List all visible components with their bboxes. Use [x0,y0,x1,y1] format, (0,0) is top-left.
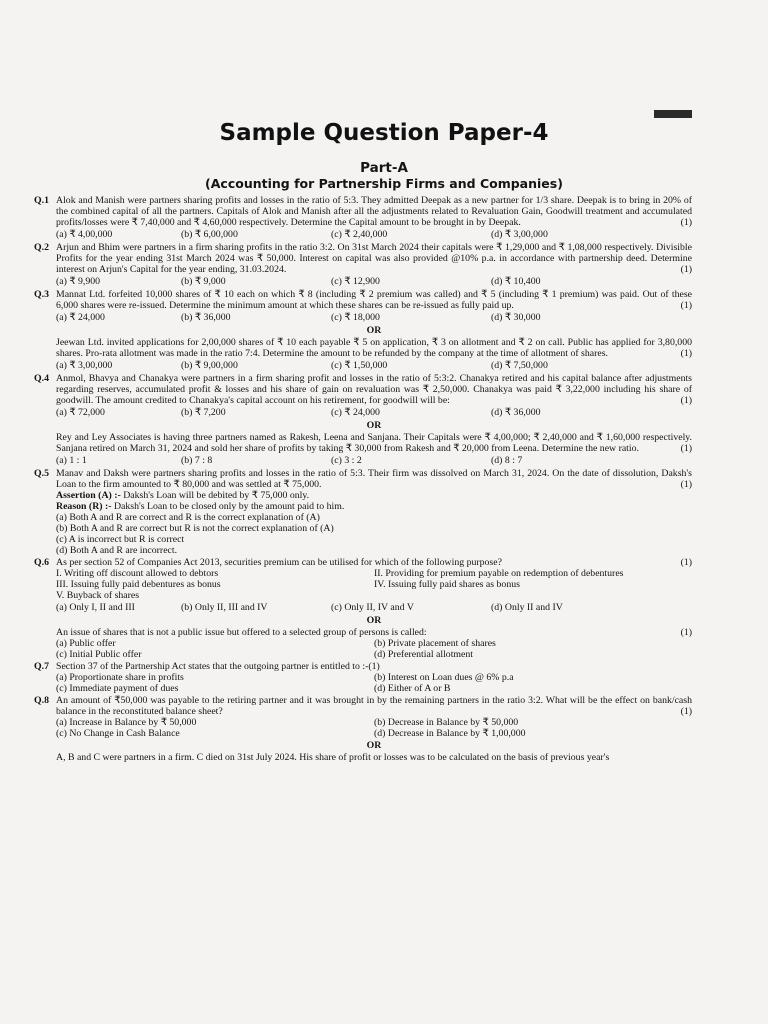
marks-label: (1) [680,264,692,275]
statement-ii: II. Providing for premium payable on redemption of debentures [374,568,624,579]
or-divider: OR [366,615,382,626]
marks-label: (1) [680,557,692,568]
question-8 [34,695,692,763]
option-d: (d) ₹ 10,400 [491,276,541,287]
statement-i: I. Writing off discount allowed to debtors [56,568,219,579]
question-text: As per section 52 of Companies Act 2013, securities premium can be utilised for which of the following purpose? [56,557,502,568]
options-row [56,312,692,323]
options-row [56,229,692,240]
option-c: (c) Only II, IV and V [331,602,414,613]
options-list [56,512,692,556]
assertion-line [56,490,692,501]
statement-iii: III. Issuing fully paid debentures as bonus [56,579,221,590]
option-c: (c) ₹ 12,900 [331,276,380,287]
option-a: (a) ₹ 72,000 [56,407,105,418]
option-a: (a) Proportionate share in profits [56,672,184,683]
option-c: (c) A is incorrect but R is correct [56,534,185,545]
options-row [56,407,692,418]
option-c: (c) ₹ 24,000 [331,407,380,418]
option-c: (c) Initial Public offer [56,649,142,660]
option-d: (d) 8 : 7 [491,455,523,466]
question-number: Q.8 [34,695,49,706]
marks-label: (1) [680,479,692,490]
option-b: (b) Decrease in Balance by ₹ 50,000 [374,717,519,728]
question-3 [34,289,692,371]
option-d: (d) Preferential allotment [374,649,474,660]
question-number: Q.7 [34,661,49,672]
assertion-label: Assertion (A) :- [56,490,121,501]
or-divider: OR [366,420,382,431]
option-d: (d) Only II and IV [491,602,563,613]
option-d: (d) Either of A or B [374,683,451,694]
option-c: (c) ₹ 1,50,000 [331,360,388,371]
reason-line [56,501,692,512]
marks-label: (1) [680,627,692,638]
reason-text: Daksh's Loan to be closed only by the amount paid to him. [113,501,345,512]
options-row [56,360,692,371]
question-number: Q.1 [34,195,49,206]
question-list [34,195,692,764]
question-number: Q.3 [34,289,49,300]
option-a: (a) Public offer [56,638,116,649]
question-number: Q.4 [34,373,49,384]
alternative-question-text: Rey and Ley Associates is having three partners named as Rakesh, Leena and Sanjana. Their Capitals were ₹ 4,00,000; ₹ 2,40,000 and ₹ 1,60,000 respectively. Sanjana retired on March 31, 2024 and sold her share of profits by taking ₹ 30,000 from Rakesh and ₹ 20,000 from Leena. Determine the new ratio. [56,432,692,454]
page-title: Sample Question Paper-4 [219,120,549,146]
question-text: Arjun and Bhim were partners in a firm sharing profits in the ratio 3:2. On 31st March 2024 their capitals were ₹ 1,29,000 and ₹ 1,08,000 respectively. Divisible Profits for the year ending 31st March 2024 was ₹ 50,000. Interest on capital was also provided @10% p.a. in accordance with partnership deed. Determine interest on Arjun's Capital for the year ending, 31.03.2024. [56,242,692,275]
alternative-question-text: A, B and C were partners in a firm. C died on 31st July 2024. His share of profit or losses was to be calculated on the basis of previous year's [56,752,610,763]
option-b: (b) ₹ 9,000 [181,276,226,287]
statement-iv: IV. Issuing fully paid shares as bonus [374,579,520,590]
reason-label: Reason (R) :- [56,501,112,512]
alternative-question-text: An issue of shares that is not a public issue but offered to a selected group of persons is called: [56,627,427,638]
options-row [56,276,692,287]
question-number: Q.2 [34,242,49,253]
marks-label: (1) [680,443,692,454]
assertion-text: Daksh's Loan will be debited by ₹ 75,000 only. [123,490,310,501]
question-6 [34,557,692,660]
or-divider: OR [366,325,382,336]
or-divider: OR [366,740,382,751]
option-a: (a) Increase in Balance by ₹ 50,000 [56,717,197,728]
option-d: (d) ₹ 30,000 [491,312,541,323]
part-heading: Part-A [360,160,408,176]
option-d: (d) ₹ 3,00,000 [491,229,548,240]
option-d: (d) ₹ 7,50,000 [491,360,548,371]
marks-label: (1) [680,300,692,311]
option-b: (b) 7 : 8 [181,455,213,466]
option-a: (a) Only I, II and III [56,602,135,613]
option-b: (b) Both A and R are correct but R is not the correct explanation of (A) [56,523,334,534]
question-text: Anmol, Bhavya and Chanakya were partners in a firm sharing profit and losses in the ratio of 5:3:2. Chanakya retired and his capital balance after adjustments regarding reserves, accumulated profit & losses and his share of gain on revaluation was ₹ 2,50,000. Chanakya was paid ₹ 3,22,000 including his share of goodwill. The amount credited to Chanakya's capital account on his retirement, for goodwill will be: [56,373,692,406]
option-b: (b) ₹ 7,200 [181,407,226,418]
option-b: (b) Private placement of shares [374,638,496,649]
option-a: (a) ₹ 3,00,000 [56,360,113,371]
question-number: Q.6 [34,557,49,568]
question-1 [34,195,692,240]
option-b: (b) Interest on Loan dues @ 6% p.a [374,672,514,683]
option-d: (d) Both A and R are incorrect. [56,545,178,556]
question-text: Manav and Daksh were partners sharing profits and losses in the ratio of 5:3. Their firm was dissolved on March 31, 2024. On the date of dissolution, Daksh's Loan to the firm amounted to ₹ 80,000 and was settled at ₹ 75,000. [56,468,692,490]
question-text: Alok and Manish were partners sharing profits and losses in the ratio of 5:3. They admitted Deepak as a new partner for 1/3 share. Deepak is to bring in 20% of the combined capital of all the partners. Capitals of Alok and Manish after all the adjustments related to Revaluation Gain, Goodwill treatment and accumulated profits/losses were ₹ 7,40,000 and ₹ 4,60,000 respectively. Determine the Capital amount to be brought in by Deepak. [56,195,692,228]
marks-label: (1) [680,395,692,406]
option-c: (c) 3 : 2 [331,455,362,466]
question-2 [34,242,692,287]
option-a: (a) ₹ 24,000 [56,312,105,323]
option-a: (a) Both A and R are correct and R is the correct explanation of (A) [56,512,320,523]
option-a: (a) 1 : 1 [56,455,87,466]
statement-v: V. Buyback of shares [56,590,140,601]
option-c: (c) ₹ 18,000 [331,312,380,323]
marks-label: (1) [680,217,692,228]
option-a: (a) ₹ 4,00,000 [56,229,113,240]
question-text: An amount of ₹50,000 was payable to the retiring partner and it was brought in by the remaining partners in the ratio 3:2. What will be the effect on bank/cash balance in the reconstituted balance sheet? [56,695,692,717]
option-d: (d) ₹ 36,000 [491,407,541,418]
option-a: (a) ₹ 9,900 [56,276,101,287]
question-number: Q.5 [34,468,49,479]
option-b: (b) ₹ 6,00,000 [181,229,238,240]
question-5 [34,468,692,556]
option-c: (c) No Change in Cash Balance [56,728,180,739]
marks-label: (1) [680,348,692,359]
options-row [56,455,692,466]
option-c: (c) ₹ 2,40,000 [331,229,388,240]
alternative-question-text: Jeewan Ltd. invited applications for 2,00,000 shares of ₹ 10 each payable ₹ 5 on application, ₹ 3 on allotment and ₹ 2 on call. Public has applied for 3,80,000 shares. Pro-rata allotment was made in the ratio 7:4. Determine the amount to be refunded by the company at the time of allotment of shares. [56,337,692,359]
option-d: (d) Decrease in Balance by ₹ 1,00,000 [374,728,526,739]
option-b: (b) Only II, III and IV [181,602,268,613]
marks-label: (1) [680,706,692,717]
corner-tab-mark [654,110,692,118]
option-c: (c) Immediate payment of dues [56,683,179,694]
option-b: (b) ₹ 36,000 [181,312,231,323]
question-7 [34,661,692,694]
option-b: (b) ₹ 9,00,000 [181,360,238,371]
question-text: Section 37 of the Partnership Act states that the outgoing partner is entitled to :-(1) [56,661,380,672]
question-4 [34,373,692,466]
options-row [56,602,692,613]
part-subtitle: (Accounting for Partnership Firms and Companies) [205,176,563,191]
question-text: Mannat Ltd. forfeited 10,000 shares of ₹ 10 each on which ₹ 8 (including ₹ 2 premium was called) and ₹ 5 (including ₹ 1 premium) was paid. Out of these 6,000 shares were re-issued. Determine the minimum amount at which these shares can be re-issued as fully paid up. [56,289,692,311]
